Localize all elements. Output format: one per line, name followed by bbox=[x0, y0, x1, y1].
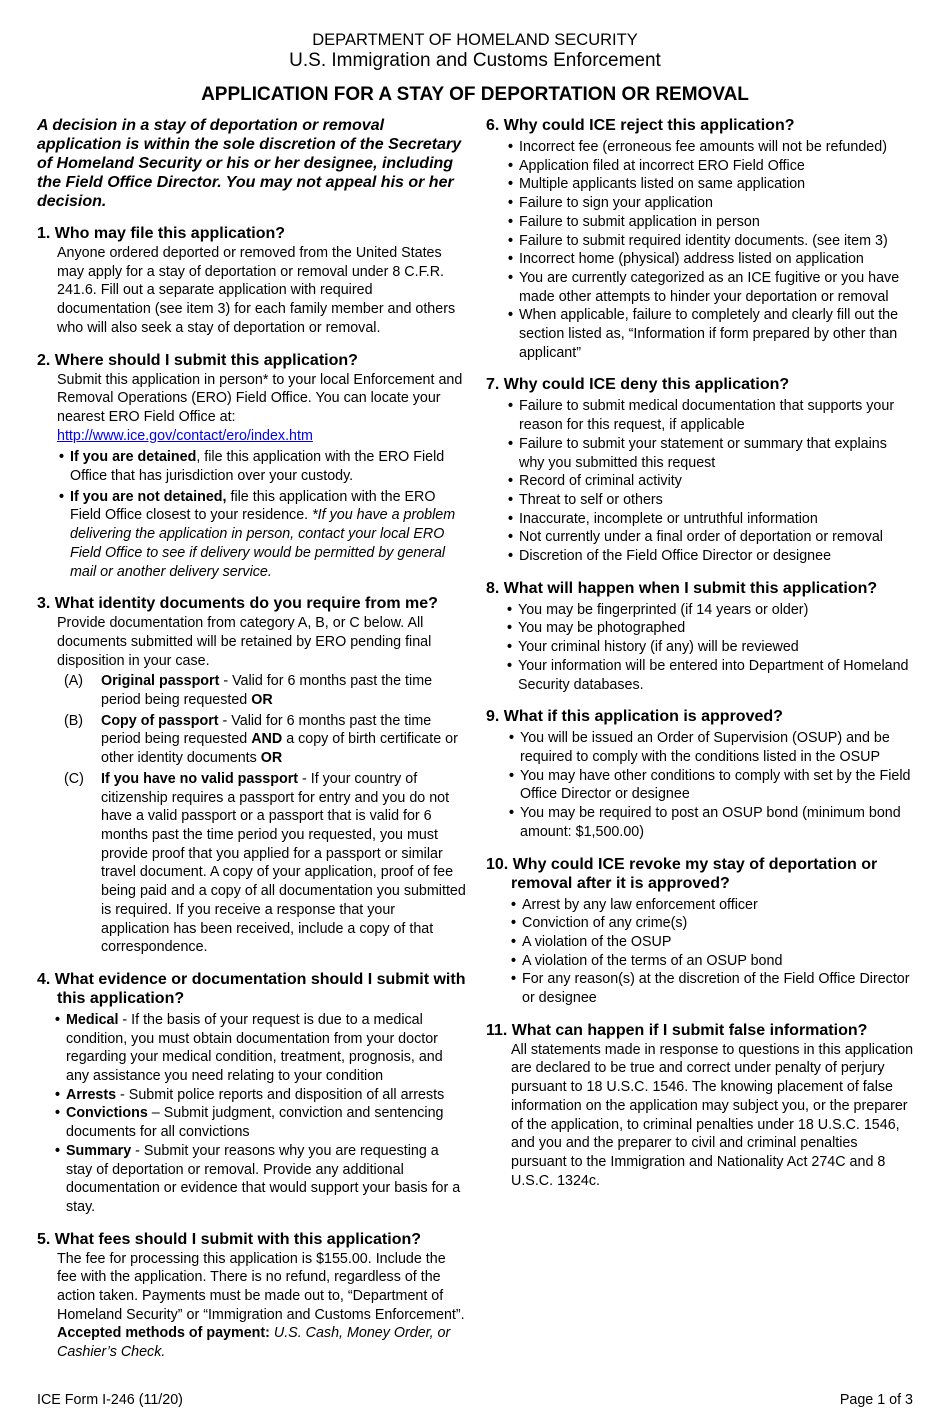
bullet-icon: • bbox=[508, 251, 514, 268]
bullet-icon: • bbox=[508, 269, 514, 286]
bullet-icon: • bbox=[508, 195, 514, 212]
list-item bbox=[508, 547, 916, 566]
list-item-text: Failure to submit application in person bbox=[519, 213, 760, 230]
list-item-text: You will be issued an Order of Supervision (OSUP) and be required to comply with the conditions listed in the OSUP bbox=[520, 730, 890, 765]
section-10 bbox=[486, 855, 916, 1008]
page-title: APPLICATION FOR A STAY OF DEPORTATION OR REMOVAL bbox=[201, 84, 749, 105]
list-item bbox=[509, 804, 916, 841]
section-heading: 1. Who may file this application? bbox=[37, 225, 286, 242]
section-11 bbox=[486, 1021, 916, 1191]
ero-office-link[interactable]: http://www.ice.gov/contact/ero/index.htm bbox=[57, 427, 313, 444]
section-body: All statements made in response to questions in this application are declared to be true and correct under penalty of perjury pursuant to 18 U.S.C. 1546. The knowing placement of false information on the application may subject you, or the preparer of the application, to criminal penalties under 18 U.S.C. 1546, and you and the preparer to civil and criminal penalties pursuant to the Immigration and Nationality Act 274C and 8 U.S.C. 1324c. bbox=[511, 1041, 914, 1189]
list-item bbox=[508, 510, 916, 529]
section-body: Anyone ordered deported or removed from the United States may apply for a stay of deportation or removal under 8 C.F.R. 241.6. Fill out a separate application with required documentation (see item 3) for each family member and others who will also seek a stay of deportation or removal. bbox=[57, 245, 456, 336]
section-heading: 5. What fees should I submit with this application? bbox=[37, 1230, 422, 1248]
list-item bbox=[508, 194, 916, 213]
bullet-icon: • bbox=[508, 473, 514, 490]
bold-text: If you are detained bbox=[70, 449, 197, 466]
bullet-icon: • bbox=[511, 971, 517, 988]
page-footer bbox=[0, 1392, 950, 1428]
list-item bbox=[508, 138, 916, 157]
list-item-text: Not currently under a final order of deportation or removal bbox=[519, 529, 883, 546]
list-item bbox=[508, 232, 916, 251]
agency-name: U.S. Immigration and Customs Enforcement bbox=[289, 50, 661, 71]
bullet-icon: • bbox=[55, 1011, 61, 1028]
bullet-icon: • bbox=[507, 657, 513, 674]
section-heading: 4. What evidence or documentation should I submit with this application? bbox=[37, 970, 466, 1007]
list-item: • Medical - If the basis of your request is due to a medical condition, you must obtain documentation from your doctor regarding your medical condition, treatment, prognosis, and any assistance you need relating to your condition bbox=[55, 1011, 443, 1085]
section-heading: 10. Why could ICE revoke my stay of deportation or removal after it is approved? bbox=[486, 855, 878, 892]
list-item-text: Conviction of any crime(s) bbox=[522, 915, 688, 932]
list-item-text: Application filed at incorrect ERO Field Office bbox=[519, 157, 805, 174]
list-item bbox=[508, 528, 916, 547]
list-item-text: Your criminal history (if any) will be reviewed bbox=[518, 639, 799, 656]
list-item-text: , file this application with the ERO Field Office that has jurisdiction over your custody. bbox=[70, 449, 445, 485]
bullet-icon: • bbox=[507, 639, 513, 656]
list-item-text: Record of criminal activity bbox=[519, 473, 682, 490]
list-item bbox=[508, 213, 916, 232]
list-item-text: Threat to self or others bbox=[519, 491, 663, 508]
content-columns bbox=[0, 116, 950, 1362]
section-body: Provide documentation from category A, B, or C below. All documents submitted will be retained by ERO pending final disposition in your case. bbox=[57, 615, 432, 669]
list-item-text: Arrest by any law enforcement officer bbox=[522, 896, 758, 913]
list-item bbox=[511, 914, 916, 933]
bullet-icon: • bbox=[508, 435, 514, 452]
bullet-icon: • bbox=[509, 730, 515, 747]
bullet-icon: • bbox=[507, 601, 513, 618]
list-item-text: You may be fingerprinted (if 14 years or older) bbox=[518, 601, 809, 618]
section-heading: 2. Where should I submit this application? bbox=[37, 351, 358, 369]
list-item bbox=[511, 896, 916, 915]
section-5 bbox=[37, 1230, 467, 1362]
list-item bbox=[508, 306, 916, 362]
section-1 bbox=[37, 224, 467, 338]
section-heading: 6. Why could ICE reject this application? bbox=[486, 117, 795, 134]
intro-notice: A decision in a stay of deportation or removal application is within the sole discretion of the Secretary of Homeland Security or his or her designee, including the Field Office Director. You may not appeal his or her decision. bbox=[37, 117, 462, 210]
right-column bbox=[486, 116, 916, 1362]
list-item-text: Incorrect fee (erroneous fee amounts will not be refunded) bbox=[519, 139, 887, 155]
list-item bbox=[511, 952, 916, 971]
bullet-icon: • bbox=[55, 1105, 61, 1122]
category-c: (C) If you have no valid passport - If your country of citizenship requires a passport for entry and you do not have a valid passport or a passport that is valid for 6 months past the time period you requested, you must provide proof that you applied for a passport or similar travel document. A copy of your application, proof of fee being paid and a copy of all documentation you submitted is required. If you receive a response that your application has been received, include a copy of that correspondence. bbox=[64, 770, 466, 956]
section-2 bbox=[37, 351, 467, 582]
section-heading: 11. What can happen if I submit false information? bbox=[486, 1021, 868, 1039]
list-item: • Arrests - Submit police reports and disposition of all arrests bbox=[55, 1086, 445, 1103]
list-item bbox=[511, 933, 916, 952]
bullet-icon: • bbox=[508, 548, 514, 565]
bullet-icon: • bbox=[59, 449, 65, 466]
list-item-text: Discretion of the Field Office Director or designee bbox=[519, 548, 832, 565]
list-item-text: You may be photographed bbox=[518, 620, 686, 637]
bullet-icon: • bbox=[509, 805, 515, 822]
list-item bbox=[508, 491, 916, 510]
list-item: • Summary - Submit your reasons why you are requesting a stay of deportation or removal. Provide any additional documentation or evidence that would support your basis for a stay. bbox=[55, 1142, 461, 1215]
list-item-text: Failure to submit medical documentation that supports your reason for this request, if applicable bbox=[519, 398, 895, 434]
list-item-text: Multiple applicants listed on same application bbox=[519, 176, 806, 193]
category-a: (A) Original passport - Valid for 6 months past the time period being requested OR bbox=[64, 673, 433, 709]
bullet-icon: • bbox=[507, 620, 513, 637]
bullet-icon: • bbox=[508, 510, 514, 527]
section-9 bbox=[486, 707, 916, 841]
list-item bbox=[59, 448, 467, 485]
bullet-icon: • bbox=[508, 139, 514, 155]
category-b: (B) Copy of passport - Valid for 6 months past the time period being requested AND a copy of birth certificate or other identity documents OR bbox=[64, 712, 458, 767]
bullet-icon: • bbox=[511, 896, 517, 913]
list-item-text: file this application with the ERO Field Office closest to your residence. bbox=[70, 488, 436, 524]
section-3 bbox=[37, 594, 467, 957]
bullet-icon: • bbox=[508, 213, 514, 230]
list-item-text: Failure to sign your application bbox=[519, 195, 713, 212]
section-heading: 7. Why could ICE deny this application? bbox=[486, 376, 790, 394]
list-item bbox=[508, 435, 916, 472]
section-body: The fee for processing this application is $155.00. Include the fee with the application. There is no refund, regardless of the action taken. Payments must be made out to, “Department of Homeland Security” or “Immigration and Customs Enforcement”. Accepted methods of payment: U.S. Cash, Money Order, or Cashier’s Check. bbox=[57, 1250, 465, 1361]
list-item-text: Failure to submit required identity documents. (see item 3) bbox=[519, 232, 888, 249]
bullet-icon: • bbox=[511, 915, 517, 932]
list-item bbox=[507, 601, 916, 620]
list-item-text: You may be required to post an OSUP bond (minimum bond amount: $1,500.00) bbox=[520, 805, 901, 840]
form-number: ICE Form I-246 (11/20) bbox=[37, 1391, 183, 1408]
section-heading: 9. What if this application is approved? bbox=[486, 708, 783, 726]
bullet-icon: • bbox=[509, 767, 515, 784]
list-item bbox=[509, 729, 916, 766]
section-4 bbox=[37, 970, 467, 1217]
page-number: Page 1 of 3 bbox=[839, 1391, 913, 1408]
list-item-text: For any reason(s) at the discretion of the Field Office Director or designee bbox=[522, 971, 910, 1007]
section-6 bbox=[486, 116, 916, 362]
list-item bbox=[511, 970, 916, 1007]
list-item-text: Inaccurate, incomplete or untruthful information bbox=[519, 510, 818, 527]
bullet-icon: • bbox=[508, 398, 514, 415]
list-item-text: Incorrect home (physical) address listed on application bbox=[519, 251, 864, 268]
bullet-icon: • bbox=[508, 157, 514, 174]
bullet-icon: • bbox=[55, 1142, 61, 1159]
bullet-icon: • bbox=[508, 491, 514, 508]
department-name: DEPARTMENT OF HOMELAND SECURITY bbox=[312, 31, 638, 49]
list-item-text: A violation of the OSUP bbox=[522, 933, 672, 950]
section-heading: 3. What identity documents do you require from me? bbox=[37, 595, 438, 613]
bullet-icon: • bbox=[508, 232, 514, 249]
list-item bbox=[59, 488, 467, 582]
body-text: Submit this application in person* to your local Enforcement and Removal Operations (ERO) Field Office. You can locate your nearest ERO Field Office at: bbox=[57, 371, 463, 425]
list-item bbox=[507, 619, 916, 638]
section-body bbox=[37, 371, 467, 446]
list-item bbox=[508, 175, 916, 194]
list-item bbox=[508, 250, 916, 269]
italic-note: *If you have a problem delivering the application in person, contact your local ERO Field Office to see if delivery would be permitted by general mail or another delivery service. bbox=[70, 507, 456, 580]
bullet-icon: • bbox=[508, 529, 514, 546]
list-item bbox=[509, 767, 916, 804]
list-item bbox=[508, 397, 916, 434]
bullet-icon: • bbox=[511, 952, 517, 969]
list-item bbox=[508, 269, 916, 306]
list-item-text: You are currently categorized as an ICE fugitive or you have made other attempts to hinder your deportation or removal bbox=[519, 269, 900, 305]
section-7 bbox=[486, 375, 916, 565]
left-column bbox=[37, 116, 467, 1362]
list-item-text: You may have other conditions to comply with set by the Field Office Director or designee bbox=[520, 767, 911, 803]
list-item: • Convictions – Submit judgment, conviction and sentencing documents for all convictions bbox=[55, 1105, 444, 1141]
bold-text: If you are not detained, bbox=[70, 488, 227, 505]
bullet-icon: • bbox=[508, 307, 514, 324]
bullet-icon: • bbox=[511, 933, 517, 950]
list-item bbox=[507, 638, 916, 657]
section-8 bbox=[486, 579, 916, 695]
list-item bbox=[508, 472, 916, 491]
bullet-icon: • bbox=[508, 176, 514, 193]
list-item-text: Failure to submit your statement or summary that explains why you submitted this request bbox=[519, 435, 887, 471]
list-item bbox=[507, 657, 916, 694]
bullet-icon: • bbox=[59, 488, 65, 505]
list-item-text: Your information will be entered into Department of Homeland Security databases. bbox=[518, 657, 909, 693]
section-heading: 8. What will happen when I submit this application? bbox=[486, 579, 878, 597]
list-item bbox=[508, 157, 916, 176]
list-item-text: When applicable, failure to completely and clearly fill out the section listed as, “Information if form prepared by other than applicant” bbox=[519, 307, 899, 361]
bullet-icon: • bbox=[55, 1086, 61, 1103]
list-item-text: A violation of the terms of an OSUP bond bbox=[522, 952, 783, 969]
